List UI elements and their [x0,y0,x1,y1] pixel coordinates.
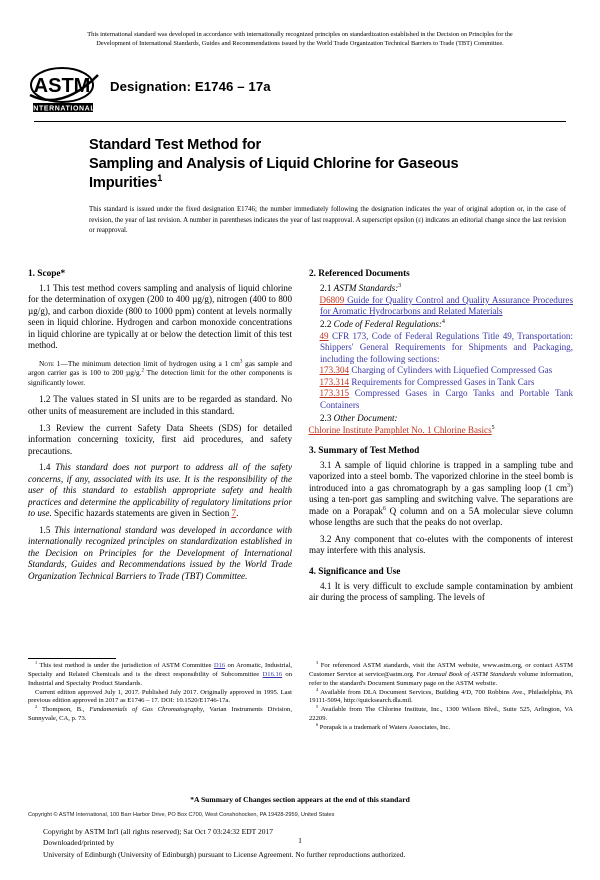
footnote-1 [28,659,292,689]
note-sup-a: 3 [239,359,243,365]
footnote-marker: 2 [35,704,38,710]
title-line-3: Impurities [89,174,158,191]
paragraph-text: Any component that co-elutes with the components of interest may interfere with this analysis. [309,533,573,556]
tbt-notice-line1: This international standard was developed in accordance with internationally recognized principles on standardization established in the Decision on Principles for the [87,31,513,38]
paragraph-text-b: ) using a ten-port gas sampling and switching valve. The separations are made on a Porapak [309,482,573,516]
paragraph-number: 1.5 [39,524,51,535]
paragraph-sup-a: 3 [567,482,570,489]
tbt-notice-line2: Development of International Standards, Guides and Recommendations issued by the World Trade Organization Technical Barriers to Trade (TBT) Committee. [96,40,504,48]
reference-item-173-314 [309,377,573,388]
document-page [0,30,600,880]
subsection-2-2 [309,319,573,330]
note-text-c: The detection limit for the other components is significantly lower. [28,368,292,387]
paragraph-text-tail: Specific hazards statements are given in Section [51,508,232,519]
title-line-1: Standard Test Method for [89,136,262,153]
reference-title: Requirements for Compressed Gases in Tank Cars [349,376,535,387]
section-heading-scope: 1. Scope* [28,269,66,279]
footnote-text-mid: on Aromatic, Industrial, Specialty and Related Chemicals and is the direct responsibility of Subcommittee [28,662,292,678]
footnote-text-post: on Industrial and Specialty Product Standards. [28,670,292,687]
paragraph-number: 1.3 [39,422,51,433]
svg-text:ASTM: ASTM [33,74,91,97]
footnote-2 [28,706,292,724]
paragraph-4-1 [309,581,573,604]
svg-text:INTERNATIONAL: INTERNATIONAL [30,104,96,112]
paragraph-number: 1.2 [39,394,51,405]
footnote-text: Available from The Chlorine Institute, Inc., 1300 Wilson Blvd., Suite 525, Arlington, VA 22209. [309,706,573,723]
issue-statement: This standard is issued under the fixed designation E1746; the number immediately following the designation indicates the year of original adoption or, in the case of revision, the year of last revision. A number in parentheses indicates the year of last reapproval. A superscript epsilon (ε) indicates an editorial change since the last revision or reapproval. [89,206,566,235]
reference-item-173-304 [309,365,573,376]
summary-of-changes-note: *A Summary of Changes section appears at the end of this standard [190,795,410,804]
paragraph-3-1 [309,460,573,528]
paragraph-text-c: Q column and on a 5A molecular sieve column whose lengths are such that the peaks do not overlap. [309,505,573,528]
paragraph-number: 3.1 [320,460,332,471]
reference-item-d6809 [309,295,573,318]
left-column [28,268,292,604]
paragraph-text-italic: This international standard was developed in accordance with internationally recognized principles on standardization established in the Decision on Principles for the Development of International Standards, Guides and Recommendations issued by the World Trade Organization Technical Barriers to Trade (TBT) Committee. [28,524,292,581]
footnote-6 [309,721,573,733]
reference-footnote-marker: 5 [491,424,495,431]
paragraph-number: 3.2 [320,533,332,544]
footnote-marker: 1 [35,659,38,665]
footnote-text-pre: For referenced ASTM standards, visit the ASTM website, www.astm.org, or contact ASTM Customer Service at service@astm.org. For [309,662,573,678]
link-d16-16[interactable]: D16.16 [262,670,283,678]
footnote-4 [309,686,573,710]
section-heading-significance: 4. Significance and Use [309,566,401,577]
footnotes-left [28,658,292,733]
page-number: 1 [298,836,302,845]
footnote-edition: Current edition approved July 1, 2017. Published July 2017. Originally approved in 1995. Last previous edition approved in 2017 as E1746 – 17. DOI: 10.1520/E1746-17a. [28,688,292,705]
footnote-text-post: , Varian Instruments Division, Sunnyvale, CA, p. 73. [28,706,292,723]
footnote-text-post: volume information, refer to the standard's Document Summary page on the ASTM website. [309,670,573,687]
subsection-number: 2.2 [320,319,332,330]
subsection-label: Other Document: [333,413,398,424]
note-sup-b: 2 [141,368,144,374]
astm-logo-icon [28,65,102,115]
title-footnote-marker: 1 [157,172,163,183]
title-line-2: Sampling and Analysis of Liquid Chlorine for Gaseous [89,155,459,172]
reference-item-173-315 [309,388,573,411]
note-text-a: The minimum detection limit of hydrogen using a 1 cm [67,358,240,368]
link-section-7[interactable]: 7 [231,508,237,519]
reference-item-49cfr173 [309,331,573,365]
paragraph-sup-b: 6 [382,505,386,512]
footnotes-right [309,658,573,733]
page-title [89,136,566,193]
paragraph-number: 1.4 [39,462,51,473]
reference-item-chlorine-institute [309,425,573,436]
paragraph-text-period: . [236,508,239,519]
subsection-2-3 [309,413,573,424]
footnote-marker: 3 [316,659,319,665]
footnote-marker: 6 [316,721,319,727]
footnote-text: Available from DLA Document Services, Building 4/D, 700 Robbins Ave., Philadelphia, PA 19111-5094, http://quicksearch.dla.mil. [309,688,573,705]
designation-label: Designation: E1746 – 17a [110,78,271,94]
download-line-2: Downloaded/printed by [43,838,115,848]
paragraph-1-3 [28,423,292,457]
link-d6809[interactable]: D6809 [319,294,345,305]
footnote-text-pre: This test method is under the jurisdiction of ASTM Committee [37,662,214,669]
paragraph-number: 1.1 [39,283,51,294]
paragraph-text-a: A sample of liquid chlorine is trapped in a sampling tube and vaporized into a steel bomb. The vaporized chlorine in the steel bomb is introduced into a gas chromatograph by a gas sampling loop (1 cm [309,460,573,493]
paragraph-1-2 [28,394,292,417]
body-columns [28,268,573,604]
footnote-text-pre: Thompson, B., [37,706,90,714]
footnote-text-italic: Annual Book of ASTM Standards [427,670,517,678]
subsection-2-1 [309,283,573,294]
section-heading-summary: 3. Summary of Test Method [309,445,420,456]
footnote-text: Porapak is a trademark of Waters Associates, Inc. [318,724,451,732]
paragraph-text: It is very difficult to exclude sample contamination by ambient air during the process of sampling. The levels of [309,580,573,603]
subsection-footnote-marker: 3 [398,283,402,290]
paragraph-1-1 [28,283,292,351]
reference-title: Charging of Cylinders with Liquefied Compressed Gas [349,365,553,376]
download-line-1: Copyright by ASTM Int'l (all rights reserved); Sat Oct 7 03:24:32 EDT 2017 [43,827,273,836]
subsection-label: Code of Federal Regulations: [333,319,443,330]
subsection-footnote-marker: 4 [442,319,445,326]
paragraph-1-5 [28,525,292,582]
reference-title: CFR 173, Code of Federal Regulations Title 49, Transportation: Shippers' General Requirements for Shipments and Packaging, including the following sections: [320,330,573,364]
section-heading-referenced-documents: 2. Referenced Documents [309,269,410,279]
paragraph-number: 4.1 [320,580,332,591]
paragraph-text: Review the current Safety Data Sheets (SDS) for detailed information concerning toxicity, first aid procedures, and safety precautions. [28,422,292,456]
link-d16[interactable]: D16 [213,662,226,669]
footnote-5 [309,706,573,724]
link-173-304[interactable]: 173.304 [319,365,350,376]
link-d6809-title[interactable]: Guide for Quality Control and Quality Assurance Procedures for Aromatic Hydrocarbons and Related Materials [320,294,573,316]
subsection-label: ASTM Standards: [333,283,399,294]
subsection-number: 2.3 [320,413,332,424]
link-173-315[interactable]: 173.315 [319,388,350,399]
footnote-text-italic: Fundamentals of Gas Chromatography [89,706,203,714]
footnotes-area [28,658,573,733]
footnote-marker: 4 [316,686,319,692]
paragraph-1-4 [28,462,292,519]
paragraph-text-italic: This standard does not purport to address all of the safety concerns, if any, associated with its use. It is the responsibility of the user of this standard to establish appropriate safety and health practices and determine the applicability of regulatory limitations prior to use. [28,462,292,519]
paragraph-text: The values stated in SI units are to be regarded as standard. No other units of measurement are included in this standard. [28,394,293,416]
link-chlorine-institute-pamphlet[interactable]: Chlorine Institute Pamphlet No. 1 Chlorine Basics [308,424,492,435]
footnote-marker: 5 [316,704,319,710]
note-label: Note 1— [39,358,68,368]
paragraph-text: This test method covers sampling and analysis of liquid chlorine for the determination of oxygen (200 to 400 µg/g), nitrogen (400 to 800 µg/g), and carbon dioxide (800 to 1000 ppm) content at levels normally seen in liquid chlorine. Hydrogen and carbon monoxide concentrations in liquid chlorine are typically at or below the detection limit of this test method. [28,283,292,351]
logo-row [28,65,600,117]
note-text-b: gas sample and argon carrier gas is 100 to 200 µg/g. [28,358,292,378]
subsection-number: 2.1 [320,283,332,294]
footnote-divider [28,658,116,659]
paragraph-3-2 [309,534,573,557]
header-divider [34,121,566,122]
note-1 [28,359,292,388]
link-49[interactable]: 49 [319,330,329,341]
tbt-notice [34,30,566,49]
copyright-notice: Copyright © ASTM International, 100 Barr Harbor Drive, PO Box C700, West Conshohocken, PA 19428-2959, United States [28,812,335,818]
right-column [309,268,573,604]
reference-title: Compressed Gases in Cargo Tanks and Portable Tank Containers [320,388,573,410]
footnote-3 [309,659,573,692]
download-line-3: University of Edinburgh (University of Edinburgh) pursuant to License Agreement. No further reproductions authorized. [43,849,406,859]
link-173-314[interactable]: 173.314 [319,376,350,387]
